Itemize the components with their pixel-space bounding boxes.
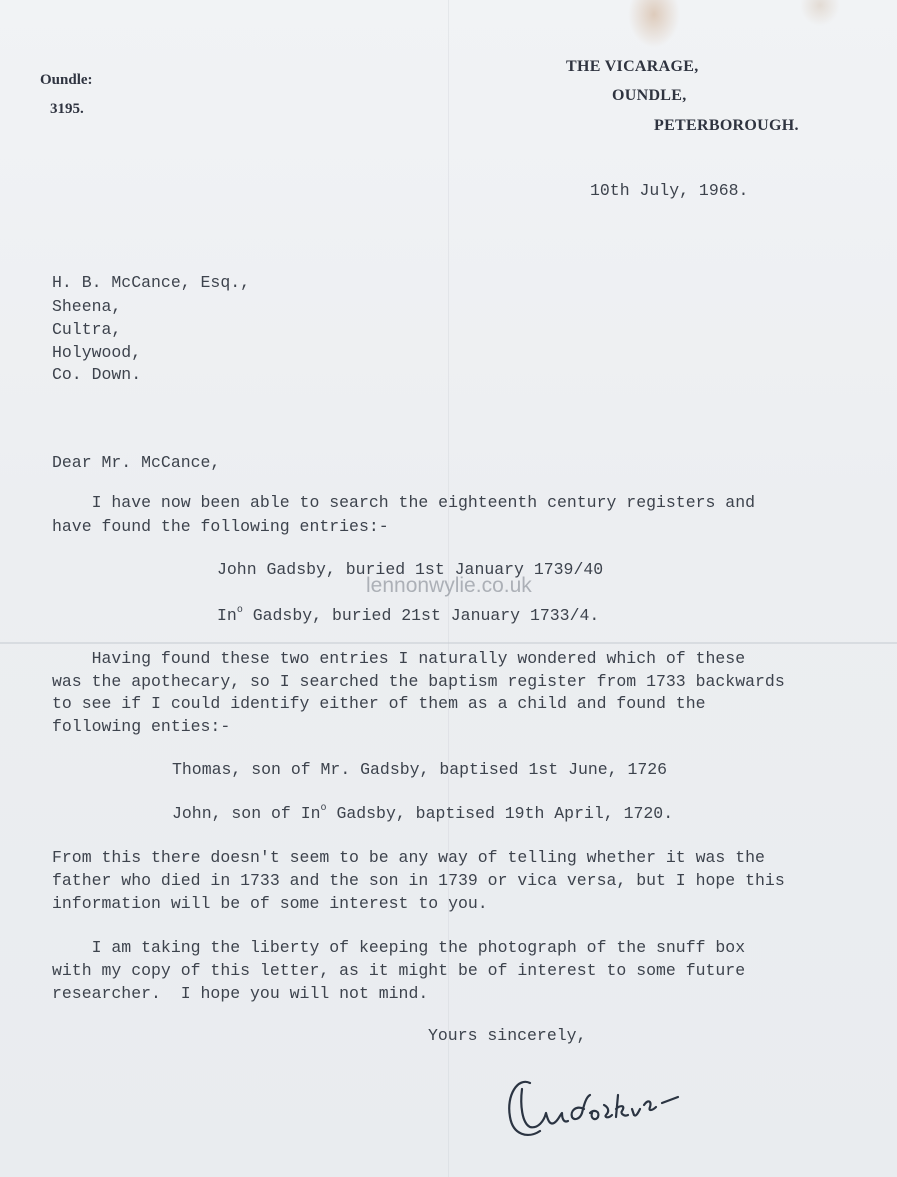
paragraph-line: Having found these two entries I naturally wondered which of these [52, 649, 746, 668]
burial-entry: John Gadsby, buried 1st January 1739/40 [217, 560, 604, 579]
paragraph-line: I have now been able to search the eighteenth century registers and [52, 493, 756, 512]
paragraph-line: following enties:- [52, 717, 231, 736]
paragraph-line: information will be of some interest to you. [52, 894, 488, 913]
paragraph-line: I am taking the liberty of keeping the photograph of the snuff box [52, 938, 746, 957]
phone-number: 3195. [50, 101, 84, 117]
recipient-line: Co. Down. [52, 365, 142, 384]
recipient-line: Sheena, [52, 297, 122, 316]
paragraph-line: researcher. I hope you will not mind. [52, 984, 429, 1003]
recipient-line: H. B. McCance, Esq., [52, 273, 251, 292]
address-line-2: OUNDLE, [612, 87, 687, 104]
paragraph-line: father who died in 1733 and the son in 1739 or vica versa, but I hope this [52, 871, 785, 890]
watermark: lennonwylie.co.uk [366, 574, 532, 597]
address-line-3: PETERBOROUGH. [654, 117, 799, 134]
salutation: Dear Mr. McCance, [52, 453, 221, 472]
recipient-line: Cultra, [52, 320, 122, 339]
paper-stain [628, 0, 680, 48]
recipient-line: Holywood, [52, 343, 142, 362]
paragraph-line: was the apothecary, so I searched the baptism register from 1733 backwards [52, 672, 785, 691]
paragraph-line: to see if I could identify either of them as a child and found the [52, 694, 706, 713]
paper-stain [800, 0, 840, 26]
burial-entry: In$^o$ Gadsby, buried 21st January 1733/4. [217, 605, 600, 625]
phone-exchange: Oundle: [40, 72, 93, 88]
address-line-1: THE VICARAGE, [566, 58, 699, 75]
paragraph-line: From this there doesn't seem to be any way of telling whether it was the [52, 848, 765, 867]
baptism-entry: Thomas, son of Mr. Gadsby, baptised 1st June, 1726 [172, 760, 668, 779]
paragraph-line: with my copy of this letter, as it might be of interest to some future [52, 961, 746, 980]
letter-date: 10th July, 1968. [590, 181, 749, 200]
baptism-entry: John, son of In$^o$ Gadsby, baptised 19th April, 1720. [172, 803, 674, 823]
handwritten-signature [500, 1065, 700, 1165]
paragraph-line: have found the following entries:- [52, 517, 389, 536]
closing: Yours sincerely, [428, 1026, 587, 1045]
